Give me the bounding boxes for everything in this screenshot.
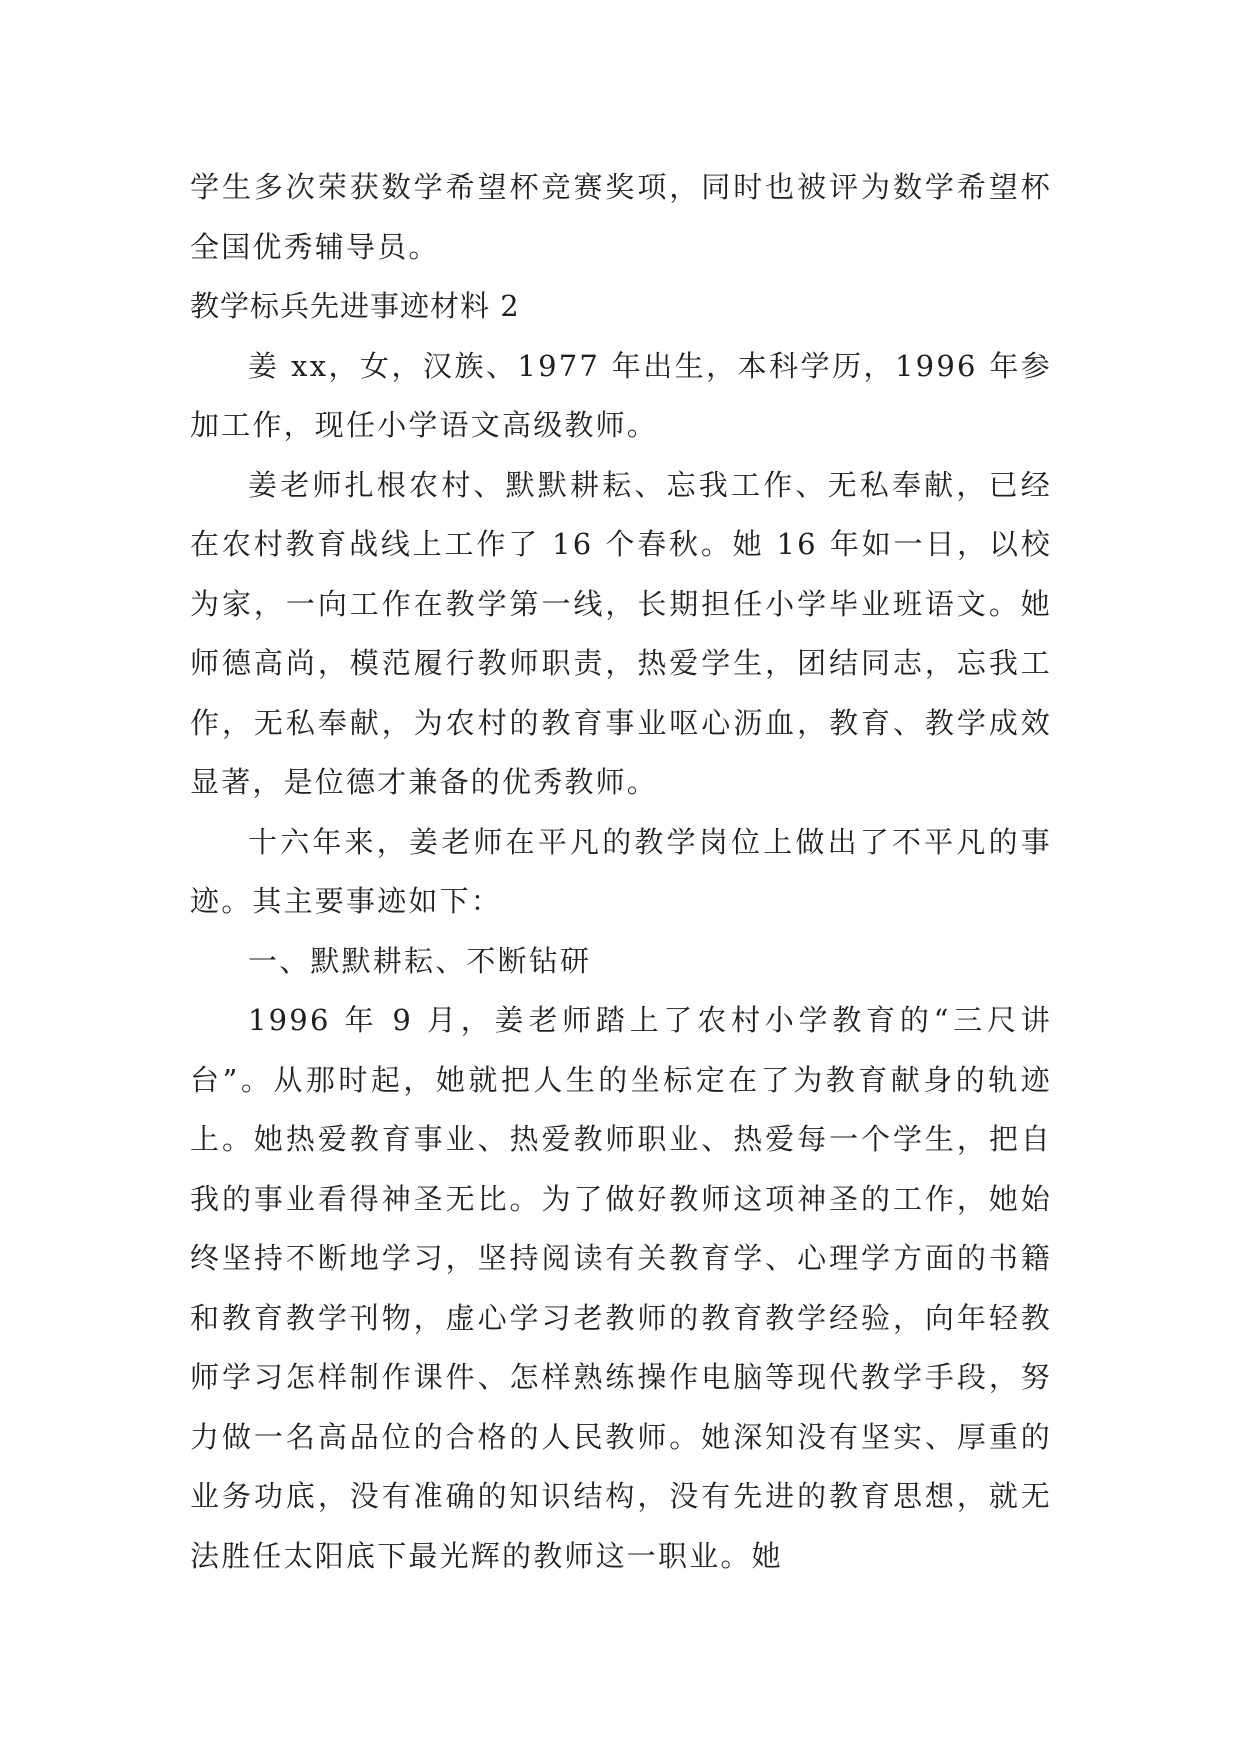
paragraph-intro: 十六年来，姜老师在平凡的教学岗位上做出了不平凡的事迹。其主要事迹如下： <box>190 824 1052 918</box>
paragraph-profile: 姜 xx，女，汉族、1977 年出生，本科学历，1996 年参加工作，现任小学语文高级教师。 <box>190 348 1052 442</box>
paragraph-summary: 姜老师扎根农村、默默耕耘、忘我工作、无私奉献，已经在农村教育战线上工作了 16 个春秋。她 16 年如一日，以校为家，一向工作在教学第一线，长期担任小学毕业班语文。她师德高尚，模范履行教师职责，热爱学生，团结同志，忘我工作，无私奉献，为农村的教育事业呕心沥血，教育、教学成效显著，是位德才兼备的优秀教师。 <box>190 467 1052 799</box>
paragraph-continuation: 学生多次荣获数学希望杯竞赛奖项，同时也被评为数学希望杯全国优秀辅导员。 <box>190 170 1052 264</box>
section-title: 教学标兵先进事迹材料 2 <box>190 289 520 323</box>
paragraph-details: 1996 年 9 月，姜老师踏上了农村小学教育的“三尺讲台”。从那时起，她就把人生的坐标定在了为教育献身的轨迹上。她热爱教育事业、热爱教师职业、热爱每一个学生，把自我的事业看得神圣无比。为了做好教师这项神圣的工作，她始终坚持不断地学习，坚持阅读有关教育学、心理学方面的书籍和教育教学刊物，虚心学习老教师的教育教学经验，向年轻教师学习怎样制作课件、怎样熟练操作电脑等现代教学手段，努力做一名高品位的合格的人民教师。她深知没有坚实、厚重的业务功底，没有准确的知识结构，没有先进的教育思想，就无法胜任太阳底下最光辉的教师这一职业。她 <box>190 1003 1052 1573</box>
subsection-heading: 一、默默耕耘、不断钻研 <box>248 943 592 978</box>
document-body <box>190 158 1052 1586</box>
